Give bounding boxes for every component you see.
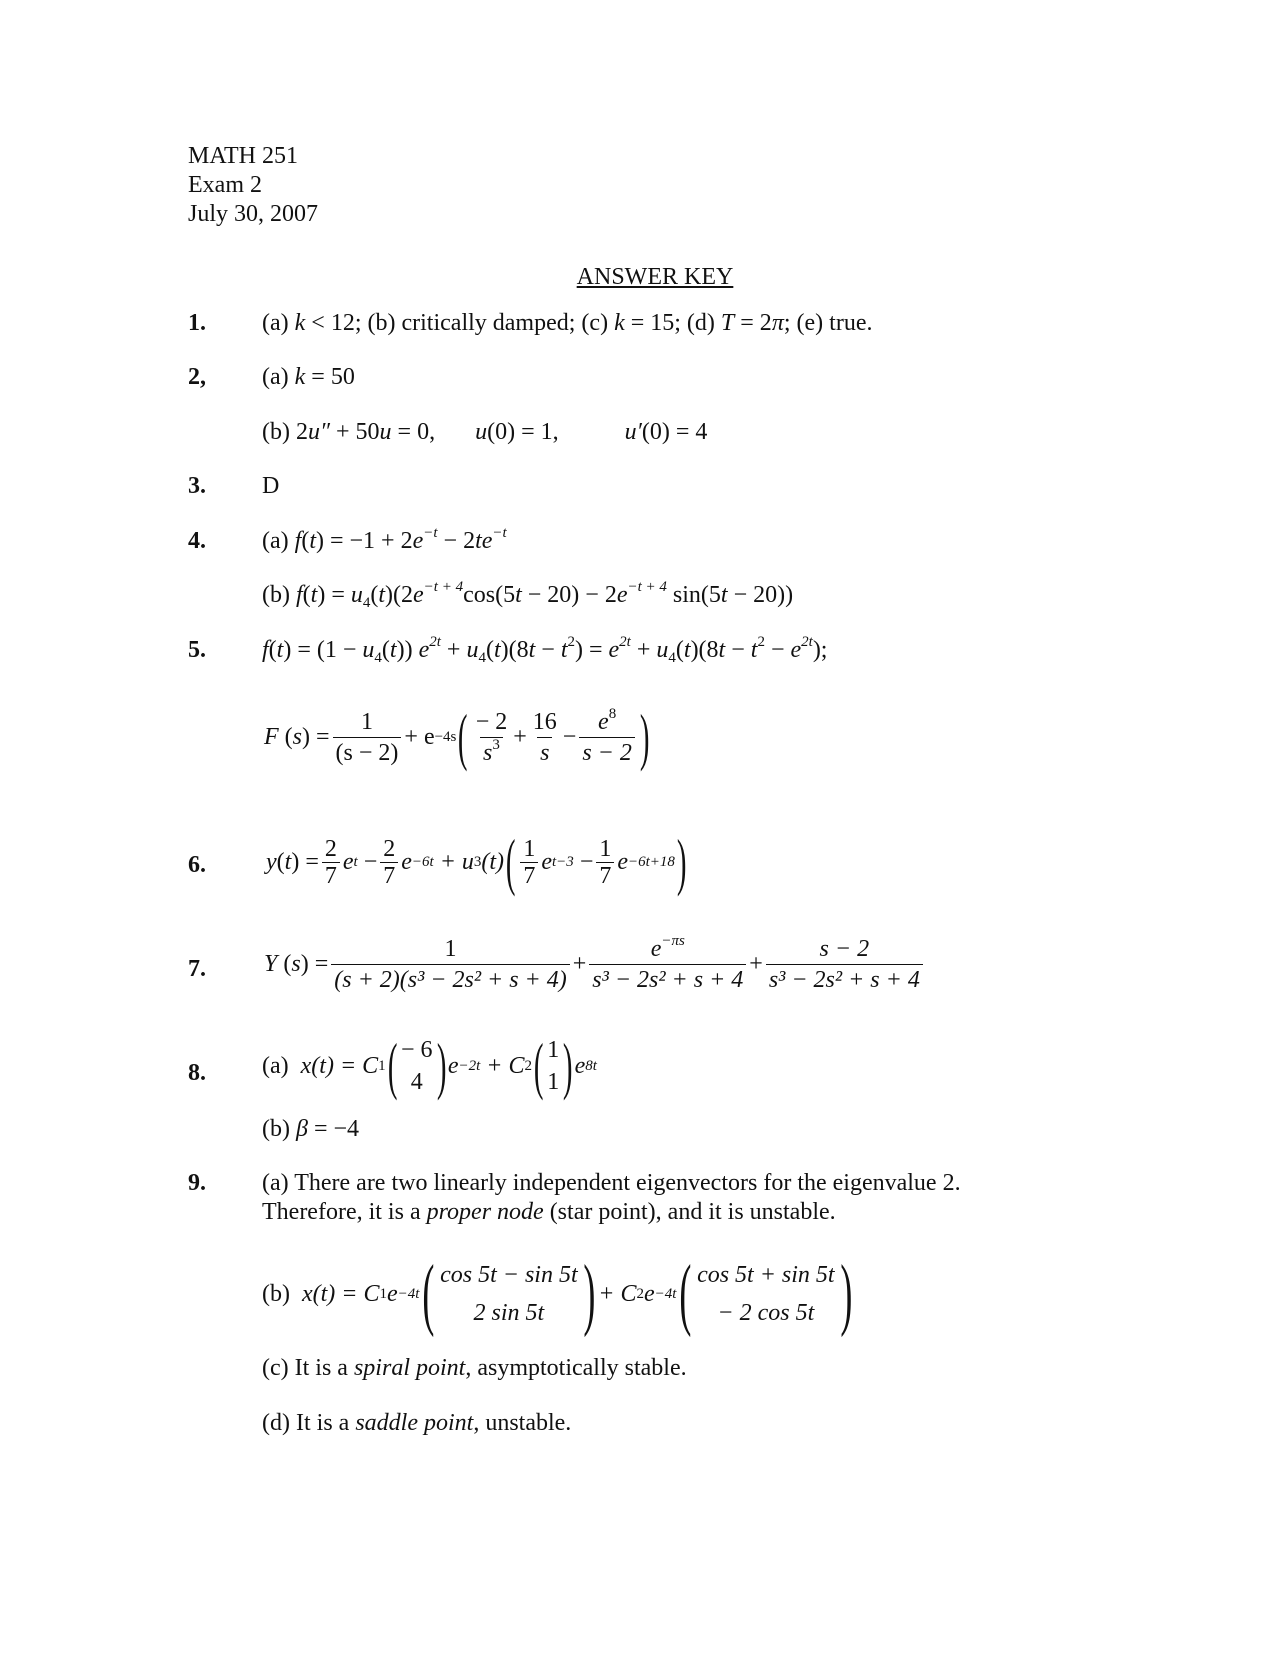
question-number-6: 6.: [188, 852, 206, 878]
question-number-5: 5.: [188, 637, 206, 663]
question-number-8: 8.: [188, 1060, 206, 1086]
exam-date: July 30, 2007: [188, 201, 319, 227]
answer-5-laplace: F ( s ) = $\frac{1}{(s - 2)}$ + e −4s ( $\frac{- 2}{s^3}$ + $\frac{16}{s}$ − $\frac{e^8}{s - 2}$ ): [264, 701, 650, 772]
answer-1: (a) k < 12; (b) critically damped; (c) k = 15; (d) T = 2π; (e) true.: [262, 310, 873, 336]
question-number-4: 4.: [188, 528, 206, 554]
question-number-7: 7.: [188, 956, 206, 982]
question-number-1: 1.: [188, 310, 206, 336]
answer-5-function: $f(t) = (1 - u_4(t))$ $e^{2t} + u_4(t)(8t - t^2) = e^{2t} + u_4(t)(8t - t^2 - e^{2t})$;: [262, 634, 828, 666]
answer-2a: (a) k = 50: [262, 364, 355, 390]
question-number-3: 3.: [188, 473, 206, 499]
answer-8a: (a) x (t) = C 1 ( − 6 4 ) e −2t + C 2 ( 1 1 ) e 8t: [262, 1030, 597, 1101]
answer-6: y ( t ) = $\frac{2}{7}$ e t − $\frac{2}{7}$ e −6t + u 3 (t) ( $\frac{1}{7}$ e t−3 − $\frac{1}{7}$ e −6t+18 ): [266, 826, 687, 897]
answer-7: Y ( s ) = $\frac{1}{\text{(s + 2)(s³ − 2s² + s + 4)}}$ + $\frac{e^{-\pi s}}{\text{s³ − 2s² + s + 4}}$ + $\frac{s - 2}{\text{s³ − 2s² + s + 4}}$: [264, 936, 926, 993]
course-name: MATH 251: [188, 143, 299, 169]
answer-9c: (c) It is a spiral point, asymptotically stable.: [262, 1355, 687, 1381]
answer-9a-line2: Therefore, it is a proper node (star point), and it is unstable.: [262, 1199, 836, 1225]
answer-8b: (b) β = −4: [262, 1116, 360, 1142]
answer-4b: (b) $f(t) = u_4(t)(2e^{-t + 4}\cos(5t - 20) - 2e^{-t + 4}$ sin(5t − 20)): [262, 579, 794, 611]
question-number-2: 2,: [188, 364, 206, 390]
answer-9d: (d) It is a saddle point, unstable.: [262, 1410, 572, 1436]
answer-2b: (b) 2u″ + 50u = 0, u(0) = 1, u′(0) = 4: [262, 419, 708, 445]
answer-9b: (b) x (t) = C 1 e −4t ( cos 5t − sin 5t 2 sin 5t ) + C 2 e −4t ( cos 5t + sin 5t − 2 cos 5t ): [262, 1250, 852, 1338]
answer-9a-line1: (a) There are two linearly independent eigenvectors for the eigenvalue 2.: [262, 1170, 961, 1196]
question-number-9: 9.: [188, 1170, 206, 1196]
answer-4a: (a) $f(t) = -1 + 2e^{-t} - 2te^{-t}$: [262, 525, 507, 554]
answer-3: D: [262, 473, 280, 499]
page-title: ANSWER KEY: [576, 264, 734, 290]
exam-name: Exam 2: [188, 172, 262, 198]
